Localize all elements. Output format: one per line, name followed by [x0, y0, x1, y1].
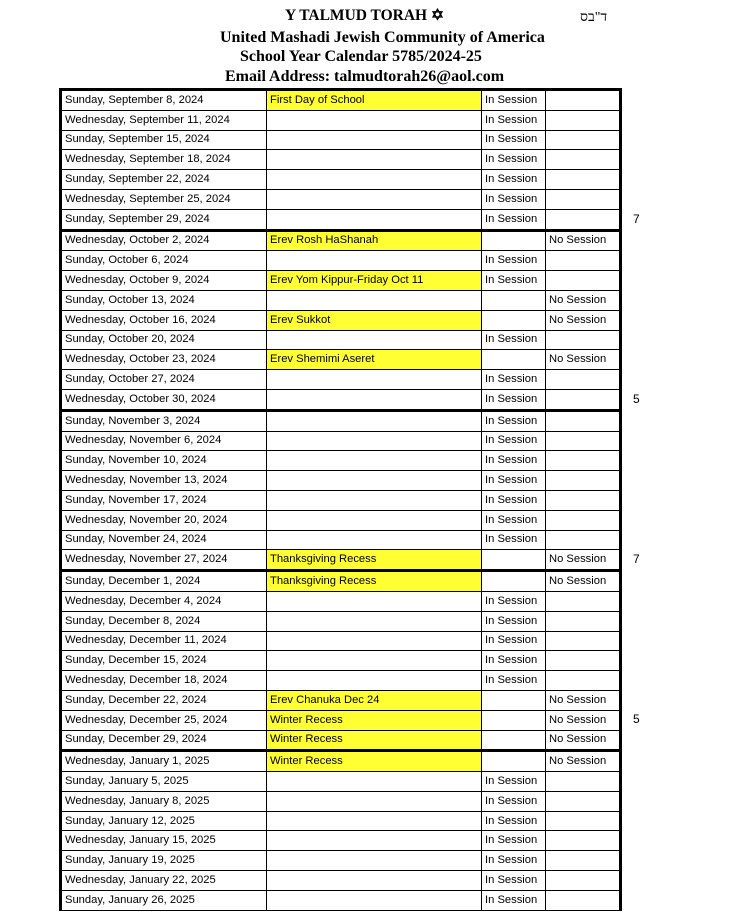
school-title: Y TALMUD TORAH ✡ — [285, 7, 444, 24]
no-session-cell — [546, 189, 621, 209]
in-session-cell: In Session — [482, 251, 546, 271]
event-cell — [267, 772, 482, 792]
in-session-cell: In Session — [482, 671, 546, 691]
no-session-cell — [546, 451, 621, 471]
no-session-cell — [546, 170, 621, 190]
no-session-cell — [546, 811, 621, 831]
table-row — [61, 431, 621, 451]
event-cell — [267, 591, 482, 611]
table-row — [61, 831, 621, 851]
session-count: 5 — [633, 712, 640, 726]
in-session-cell: In Session — [482, 271, 546, 291]
no-session-cell — [546, 530, 621, 550]
table-row — [61, 90, 621, 111]
organization-name: United Mashadi Jewish Community of America — [220, 29, 545, 46]
table-row — [61, 370, 621, 390]
event-cell: First Day of School — [267, 90, 482, 111]
date-cell: Wednesday, October 23, 2024 — [61, 350, 267, 370]
in-session-cell: In Session — [482, 451, 546, 471]
no-session-cell — [546, 831, 621, 851]
table-row — [61, 851, 621, 871]
in-session-cell — [482, 690, 546, 710]
calendar-table — [59, 88, 622, 911]
event-cell — [267, 451, 482, 471]
table-row — [61, 330, 621, 350]
table-row — [61, 510, 621, 530]
date-cell: Sunday, November 10, 2024 — [61, 451, 267, 471]
event-cell — [267, 490, 482, 510]
no-session-cell: No Session — [546, 710, 621, 730]
table-row — [61, 730, 621, 751]
event-cell: Thanksgiving Recess — [267, 571, 482, 592]
no-session-cell — [546, 591, 621, 611]
no-session-cell — [546, 130, 621, 150]
in-session-cell: In Session — [482, 431, 546, 451]
in-session-cell: In Session — [482, 851, 546, 871]
table-row — [61, 230, 621, 251]
session-count: 5 — [633, 391, 640, 406]
no-session-cell — [546, 410, 621, 431]
hebrew-abbreviation: ד"בס — [580, 10, 608, 25]
table-row — [61, 890, 621, 910]
in-session-cell: In Session — [482, 791, 546, 811]
event-cell — [267, 791, 482, 811]
event-cell: Winter Recess — [267, 751, 482, 772]
event-cell — [267, 330, 482, 350]
event-cell — [267, 831, 482, 851]
table-row — [61, 571, 621, 592]
no-session-cell — [546, 671, 621, 691]
no-session-cell: No Session — [546, 310, 621, 330]
no-session-cell: No Session — [546, 290, 621, 310]
date-cell: Sunday, January 19, 2025 — [61, 851, 267, 871]
in-session-cell — [482, 710, 546, 730]
in-session-cell: In Session — [482, 110, 546, 130]
table-row — [61, 651, 621, 671]
event-cell — [267, 209, 482, 230]
no-session-cell — [546, 110, 621, 130]
no-session-cell: No Session — [546, 350, 621, 370]
event-cell — [267, 251, 482, 271]
in-session-cell: In Session — [482, 890, 546, 910]
table-row — [61, 410, 621, 431]
no-session-cell — [546, 150, 621, 170]
table-row — [61, 611, 621, 631]
in-session-cell: In Session — [482, 150, 546, 170]
table-row — [61, 791, 621, 811]
event-cell — [267, 290, 482, 310]
no-session-cell: No Session — [546, 730, 621, 751]
event-cell — [267, 671, 482, 691]
date-cell: Wednesday, September 11, 2024 — [61, 110, 267, 130]
no-session-cell — [546, 471, 621, 491]
in-session-cell: In Session — [482, 330, 546, 350]
date-cell: Sunday, December 29, 2024 — [61, 730, 267, 751]
in-session-cell: In Session — [482, 510, 546, 530]
no-session-cell: No Session — [546, 751, 621, 772]
date-cell: Wednesday, January 8, 2025 — [61, 791, 267, 811]
event-cell: Erev Yom Kippur-Friday Oct 11 — [267, 271, 482, 291]
event-cell — [267, 811, 482, 831]
no-session-cell — [546, 651, 621, 671]
table-row — [61, 290, 621, 310]
table-row — [61, 690, 621, 710]
no-session-cell — [546, 370, 621, 390]
date-cell: Sunday, September 29, 2024 — [61, 209, 267, 230]
in-session-cell — [482, 230, 546, 251]
in-session-cell — [482, 550, 546, 571]
date-cell: Wednesday, December 11, 2024 — [61, 631, 267, 651]
table-row — [61, 130, 621, 150]
date-cell: Sunday, January 5, 2025 — [61, 772, 267, 792]
table-row — [61, 209, 621, 230]
date-cell: Wednesday, October 16, 2024 — [61, 310, 267, 330]
date-cell: Wednesday, November 27, 2024 — [61, 550, 267, 571]
no-session-cell — [546, 791, 621, 811]
no-session-cell: No Session — [546, 690, 621, 710]
in-session-cell: In Session — [482, 490, 546, 510]
table-row — [61, 251, 621, 271]
no-session-cell — [546, 890, 621, 910]
date-cell: Sunday, November 17, 2024 — [61, 490, 267, 510]
event-cell — [267, 871, 482, 891]
event-cell: Winter Recess — [267, 710, 482, 730]
date-cell: Wednesday, October 2, 2024 — [61, 230, 267, 251]
no-session-cell — [546, 209, 621, 230]
date-cell: Wednesday, September 25, 2024 — [61, 189, 267, 209]
date-cell: Sunday, October 27, 2024 — [61, 370, 267, 390]
event-cell — [267, 389, 482, 410]
date-cell: Wednesday, January 1, 2025 — [61, 751, 267, 772]
no-session-cell: No Session — [546, 230, 621, 251]
event-cell — [267, 189, 482, 209]
in-session-cell — [482, 350, 546, 370]
event-cell — [267, 890, 482, 910]
table-row — [61, 631, 621, 651]
in-session-cell — [482, 310, 546, 330]
date-cell: Sunday, December 1, 2024 — [61, 571, 267, 592]
event-cell — [267, 510, 482, 530]
in-session-cell — [482, 730, 546, 751]
event-cell — [267, 431, 482, 451]
event-cell — [267, 150, 482, 170]
in-session-cell: In Session — [482, 591, 546, 611]
table-row — [61, 310, 621, 330]
event-cell: Erev Chanuka Dec 24 — [267, 690, 482, 710]
date-cell: Wednesday, November 13, 2024 — [61, 471, 267, 491]
in-session-cell: In Session — [482, 871, 546, 891]
in-session-cell: In Session — [482, 811, 546, 831]
no-session-cell — [546, 510, 621, 530]
table-row — [61, 710, 621, 730]
table-row — [61, 110, 621, 130]
in-session-cell: In Session — [482, 611, 546, 631]
calendar-title: School Year Calendar 5785/2024-25 — [240, 48, 482, 65]
no-session-cell — [546, 389, 621, 410]
event-cell: Erev Sukkot — [267, 310, 482, 330]
date-cell: Sunday, January 12, 2025 — [61, 811, 267, 831]
date-cell: Sunday, October 20, 2024 — [61, 330, 267, 350]
in-session-cell: In Session — [482, 471, 546, 491]
calendar-body — [61, 90, 621, 911]
date-cell: Wednesday, November 6, 2024 — [61, 431, 267, 451]
in-session-cell: In Session — [482, 90, 546, 111]
email-address: Email Address: talmudtorah26@aol.com — [225, 68, 505, 85]
in-session-cell: In Session — [482, 772, 546, 792]
in-session-cell: In Session — [482, 651, 546, 671]
date-cell: Sunday, October 13, 2024 — [61, 290, 267, 310]
event-cell — [267, 530, 482, 550]
date-cell: Sunday, September 8, 2024 — [61, 90, 267, 111]
date-cell: Sunday, December 22, 2024 — [61, 690, 267, 710]
event-cell: Thanksgiving Recess — [267, 550, 482, 571]
in-session-cell — [482, 571, 546, 592]
event-cell — [267, 130, 482, 150]
date-cell: Sunday, November 24, 2024 — [61, 530, 267, 550]
table-row — [61, 389, 621, 410]
date-cell: Wednesday, October 9, 2024 — [61, 271, 267, 291]
table-row — [61, 591, 621, 611]
table-row — [61, 451, 621, 471]
event-cell — [267, 410, 482, 431]
date-cell: Wednesday, November 20, 2024 — [61, 510, 267, 530]
date-cell: Wednesday, December 18, 2024 — [61, 671, 267, 691]
no-session-cell — [546, 431, 621, 451]
date-cell: Wednesday, October 30, 2024 — [61, 389, 267, 410]
no-session-cell — [546, 271, 621, 291]
table-row — [61, 772, 621, 792]
date-cell: Sunday, November 3, 2024 — [61, 410, 267, 431]
date-cell: Sunday, January 26, 2025 — [61, 890, 267, 910]
in-session-cell: In Session — [482, 209, 546, 230]
no-session-cell: No Session — [546, 571, 621, 592]
no-session-cell — [546, 90, 621, 111]
in-session-cell — [482, 751, 546, 772]
date-cell: Wednesday, January 15, 2025 — [61, 831, 267, 851]
event-cell — [267, 611, 482, 631]
event-cell — [267, 851, 482, 871]
table-row — [61, 150, 621, 170]
date-cell: Wednesday, December 25, 2024 — [61, 710, 267, 730]
no-session-cell — [546, 490, 621, 510]
table-row — [61, 811, 621, 831]
event-cell — [267, 370, 482, 390]
table-row — [61, 751, 621, 772]
date-cell: Sunday, December 15, 2024 — [61, 651, 267, 671]
table-row — [61, 271, 621, 291]
in-session-cell — [482, 290, 546, 310]
in-session-cell: In Session — [482, 189, 546, 209]
date-cell: Wednesday, December 4, 2024 — [61, 591, 267, 611]
in-session-cell: In Session — [482, 170, 546, 190]
table-row — [61, 350, 621, 370]
in-session-cell: In Session — [482, 410, 546, 431]
date-cell: Sunday, October 6, 2024 — [61, 251, 267, 271]
table-row — [61, 550, 621, 571]
no-session-cell — [546, 251, 621, 271]
no-session-cell — [546, 631, 621, 651]
no-session-cell: No Session — [546, 550, 621, 571]
in-session-cell: In Session — [482, 530, 546, 550]
table-row — [61, 490, 621, 510]
no-session-cell — [546, 851, 621, 871]
event-cell: Erev Shemimi Aseret — [267, 350, 482, 370]
date-cell: Wednesday, September 18, 2024 — [61, 150, 267, 170]
session-count: 7 — [633, 211, 640, 226]
table-row — [61, 530, 621, 550]
event-cell — [267, 170, 482, 190]
no-session-cell — [546, 871, 621, 891]
in-session-cell: In Session — [482, 831, 546, 851]
event-cell: Erev Rosh HaShanah — [267, 230, 482, 251]
table-row — [61, 189, 621, 209]
date-cell: Wednesday, January 22, 2025 — [61, 871, 267, 891]
no-session-cell — [546, 772, 621, 792]
no-session-cell — [546, 611, 621, 631]
event-cell — [267, 651, 482, 671]
in-session-cell: In Session — [482, 130, 546, 150]
in-session-cell: In Session — [482, 370, 546, 390]
table-row — [61, 871, 621, 891]
event-cell — [267, 110, 482, 130]
table-row — [61, 471, 621, 491]
session-count: 7 — [633, 551, 640, 566]
date-cell: Sunday, December 8, 2024 — [61, 611, 267, 631]
event-cell — [267, 631, 482, 651]
in-session-cell: In Session — [482, 389, 546, 410]
date-cell: Sunday, September 15, 2024 — [61, 130, 267, 150]
table-row — [61, 671, 621, 691]
table-row — [61, 170, 621, 190]
date-cell: Sunday, September 22, 2024 — [61, 170, 267, 190]
no-session-cell — [546, 330, 621, 350]
event-cell — [267, 471, 482, 491]
in-session-cell: In Session — [482, 631, 546, 651]
event-cell: Winter Recess — [267, 730, 482, 751]
